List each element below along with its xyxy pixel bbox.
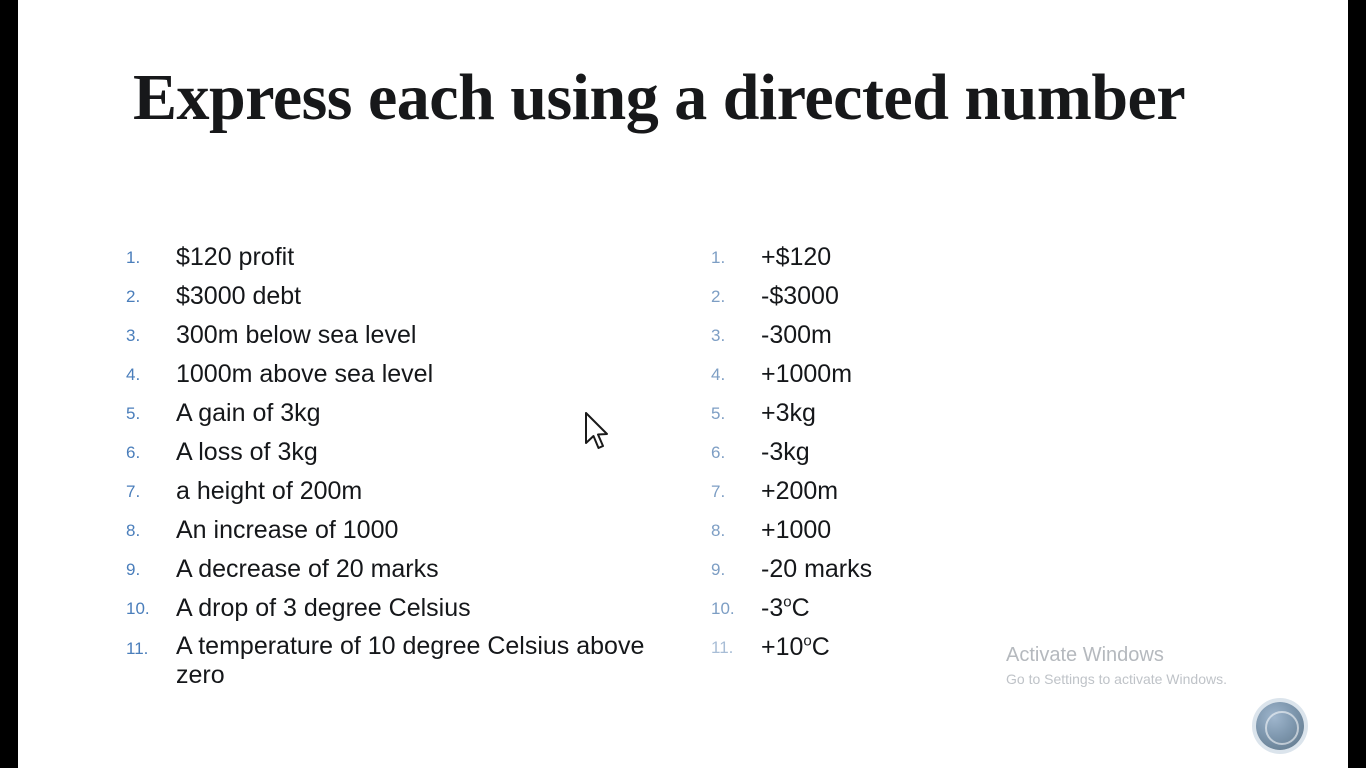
list-item-number: 11. <box>711 638 734 657</box>
list-item-label: $3000 debt <box>176 282 302 310</box>
slide-canvas <box>18 0 1348 768</box>
list-item <box>711 433 1131 471</box>
list-item-number: 10. <box>711 599 735 618</box>
list-item-number: 9. <box>126 560 141 579</box>
page-title: Express each using a directed number <box>133 61 1186 134</box>
list-item-number: 4. <box>711 365 726 384</box>
list-item-label: A drop of 3 degree Celsius <box>176 594 471 622</box>
list-item <box>126 511 686 549</box>
list-item-label: -300m <box>761 321 832 349</box>
list-item-label: -$3000 <box>761 282 839 310</box>
questions-column <box>126 238 686 691</box>
list-item-number: 1. <box>126 248 141 267</box>
list-item-label: A decrease of 20 marks <box>176 555 439 583</box>
answer-columns <box>18 238 1348 708</box>
list-item-number: 3. <box>126 326 141 345</box>
list-item-label: +200m <box>761 477 839 505</box>
list-item-number: 6. <box>711 443 726 462</box>
answer-unit: C <box>791 594 810 622</box>
list-item-label: A loss of 3kg <box>176 438 318 466</box>
list-item-number: 10. <box>126 599 150 618</box>
list-item-number: 9. <box>711 560 726 579</box>
list-item-number: 2. <box>126 287 141 306</box>
list-item <box>126 550 686 588</box>
list-item-label <box>176 632 686 690</box>
list-item <box>126 394 686 432</box>
list-item-number: 1. <box>711 248 726 267</box>
list-item <box>711 589 1131 627</box>
list-item <box>126 277 686 315</box>
list-item-label-line2: zero <box>176 661 225 689</box>
list-item-label: -20 marks <box>761 555 873 583</box>
list-item <box>126 433 686 471</box>
list-item-number: 7. <box>711 482 726 501</box>
list-item-label: $120 profit <box>176 243 295 271</box>
list-item-label: +$120 <box>761 243 832 271</box>
list-item <box>711 394 1131 432</box>
list-item-label: 300m below sea level <box>176 321 417 349</box>
list-item-number: 5. <box>126 404 141 423</box>
answers-column <box>711 238 1131 667</box>
list-item <box>711 355 1131 393</box>
list-item-number: 2. <box>711 287 726 306</box>
answer-unit: C <box>811 633 830 661</box>
list-item <box>126 472 686 510</box>
list-item <box>126 355 686 393</box>
list-item-number: 7. <box>126 482 141 501</box>
list-item <box>711 472 1131 510</box>
list-item-number: 11. <box>126 639 149 658</box>
list-item <box>126 238 686 276</box>
answer-value: +10 <box>761 633 804 661</box>
list-item-label: +1000m <box>761 360 853 388</box>
list-item-number: 8. <box>711 521 726 540</box>
list-item <box>711 277 1131 315</box>
list-item <box>711 316 1131 354</box>
list-item-number: 6. <box>126 443 141 462</box>
answer-value: -3 <box>761 594 784 622</box>
list-item-label: a height of 200m <box>176 477 363 505</box>
list-item-label: An increase of 1000 <box>176 516 399 544</box>
record-indicator-icon[interactable] <box>1256 702 1304 750</box>
list-item-label: +3kg <box>761 399 816 427</box>
list-item-label: -3kg <box>761 438 810 466</box>
list-item-label: A gain of 3kg <box>176 399 321 427</box>
activate-windows-title: Activate Windows <box>1006 644 1164 666</box>
list-item-number: 3. <box>711 326 726 345</box>
list-item-number: 5. <box>711 404 726 423</box>
activate-windows-subtitle: Go to Settings to activate Windows. <box>1006 671 1227 687</box>
list-item <box>126 628 686 690</box>
list-item-number: 4. <box>126 365 141 384</box>
list-item <box>711 511 1131 549</box>
list-item-label-line1: A temperature of 10 degree Celsius above <box>176 632 645 660</box>
list-item-number: 8. <box>126 521 141 540</box>
list-item-label: 1000m above sea level <box>176 360 434 388</box>
list-item <box>126 316 686 354</box>
degree-symbol: o <box>783 593 792 611</box>
degree-symbol: o <box>803 632 812 650</box>
list-item <box>711 550 1131 588</box>
activate-windows-watermark <box>1006 642 1306 690</box>
list-item <box>711 238 1131 276</box>
list-item-label: +1000 <box>761 516 832 544</box>
list-item-label <box>761 589 1131 627</box>
list-item <box>126 589 686 627</box>
